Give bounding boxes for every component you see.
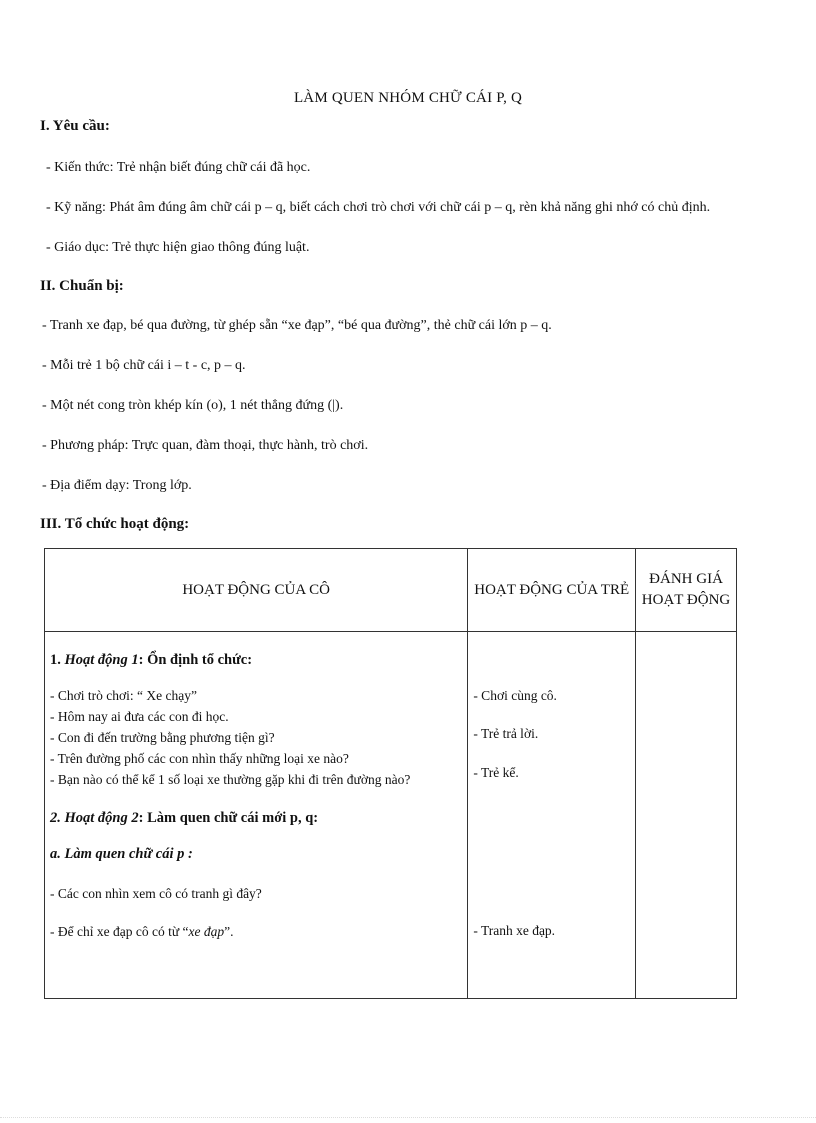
section-heading-preparation: II. Chuẩn bị: — [40, 278, 124, 294]
section-heading-requirements: I. Yêu cầu: — [40, 118, 110, 134]
activity-1-heading: 1. Hoạt động 1: Ổn định tổ chức: — [50, 652, 253, 668]
teacher-line: - Con đi đến trường bằng phương tiện gì? — [50, 730, 275, 745]
preparation-item: - Tranh xe đạp, bé qua đường, từ ghép sẵn “xe đạp”, “bé qua đường”, thẻ chữ cái lớn p – q. — [42, 318, 552, 333]
children-activity-cell — [468, 632, 636, 999]
teacher-line: - Trên đường phố các con nhìn thấy những loại xe nào? — [50, 751, 349, 766]
table-header-row — [45, 549, 737, 632]
teacher-line: - Các con nhìn xem cô có tranh gì đây? — [50, 886, 262, 901]
section-heading-activities: III. Tổ chức hoạt động: — [40, 516, 190, 532]
page-bottom-divider — [0, 1117, 816, 1118]
children-line: - Chơi cùng cô. — [473, 688, 557, 703]
header-evaluation-line2: HOẠT ĐỘNG — [641, 592, 731, 608]
teacher-line: - Để chỉ xe đạp cô có từ “xe đạp”. — [50, 924, 234, 939]
requirement-education: - Giáo dục: Trẻ thực hiện giao thông đúng luật. — [46, 240, 310, 255]
header-teacher: HOẠT ĐỘNG CỦA CÔ — [45, 549, 468, 632]
requirement-skills: - Kỹ năng: Phát âm đúng âm chữ cái p – q, biết cách chơi trò chơi với chữ cái p – q, rèn khả năng ghi nhớ có chủ định. — [46, 200, 711, 215]
children-line: - Trẻ trả lời. — [473, 726, 539, 741]
activity-2-heading: 2. Hoạt động 2: Làm quen chữ cái mới p, q: — [50, 810, 319, 826]
preparation-item: - Một nét cong tròn khép kín (o), 1 nét thẳng đứng (|). — [42, 398, 344, 413]
teacher-line: - Hôm nay ai đưa các con đi học. — [50, 709, 229, 724]
preparation-item: - Địa điểm dạy: Trong lớp. — [42, 478, 192, 493]
preparation-item: - Mỗi trẻ 1 bộ chữ cái i – t - c, p – q. — [42, 358, 246, 373]
page-title: LÀM QUEN NHÓM CHỮ CÁI P, Q — [293, 90, 523, 106]
header-evaluation — [636, 549, 737, 632]
evaluation-cell — [636, 632, 737, 999]
table-row — [45, 632, 737, 999]
activity-table — [44, 548, 737, 999]
header-children: HOẠT ĐỘNG CỦA TRẺ — [468, 549, 636, 632]
teacher-line: - Chơi trò chơi: “ Xe chạy” — [50, 688, 197, 703]
teacher-activity-cell — [45, 632, 468, 999]
requirement-knowledge: - Kiến thức: Trẻ nhận biết đúng chữ cái đã học. — [46, 160, 311, 175]
activity-2a-heading: a. Làm quen chữ cái p : — [50, 846, 193, 862]
children-line: - Tranh xe đạp. — [473, 923, 556, 938]
header-evaluation-line1: ĐÁNH GIÁ — [649, 571, 723, 587]
children-line: - Trẻ kể. — [473, 765, 519, 780]
teacher-line: - Bạn nào có thể kể 1 số loại xe thường gặp khi đi trên đường nào? — [50, 772, 411, 787]
preparation-item: - Phương pháp: Trực quan, đàm thoại, thực hành, trò chơi. — [42, 438, 369, 453]
